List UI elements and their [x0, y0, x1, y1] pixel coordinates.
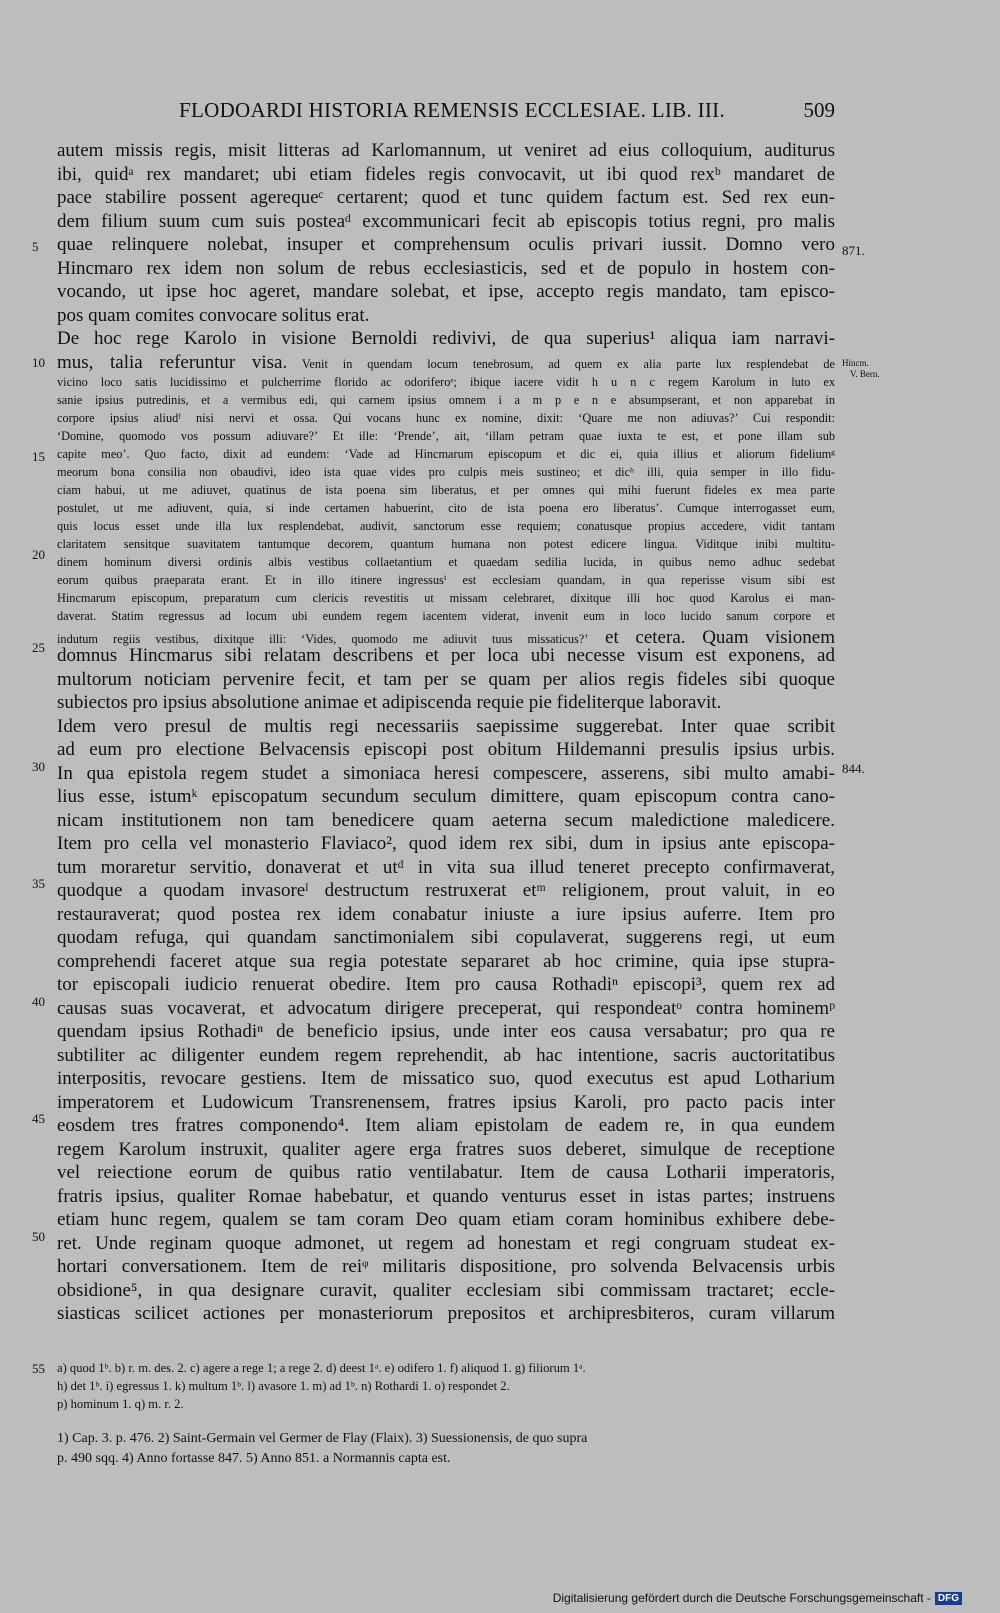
line-number: 30 — [32, 759, 45, 774]
text-line — [57, 716, 835, 740]
line-number: 25 — [32, 640, 45, 655]
line-number: 35 — [32, 876, 45, 891]
line-number: 45 — [32, 1111, 45, 1126]
text-line-content: daverat. Statim regressus ad locum ubi eundem regem iacentem viderat, invenit eum in loco lucido sanum corpore et — [57, 609, 835, 623]
text-line — [57, 328, 835, 352]
text-line-content: tum moraretur servitio, donaverat et utᵈ in vita sua illud teneret precepto confirmaverat, — [57, 856, 835, 878]
text-line — [57, 857, 835, 881]
text-line-content: vel reiectione eorum de quibus ratio ventilabatur. Item de causa Lotharii imperatoris, — [57, 1162, 835, 1183]
text-line — [57, 591, 835, 608]
text-line-content: indutum regiis vestibus, dixitque illi: ‘Vides, quomodo me adiuvit tuus missaticus?’ — [57, 632, 589, 646]
text-line — [57, 1115, 835, 1139]
text-line — [57, 1233, 835, 1257]
text-line — [57, 1256, 835, 1280]
text-line-content: postulet, ut me adiuvent, quia, si inde certamen habuerint, cito de ista poena ero liberatus’. Cumque interrogasset eum, — [57, 501, 835, 515]
text-line-content: subtiliter ac diligenter eundem regem reprehendit, ab hac intentione, sacris auctoritatibus — [57, 1044, 835, 1066]
text-line-content: vicino loco satis lucidissimo et pulcherrime florido ac odoriferoᵉ; ibique iacere vidit h u n c regem Karolum in luto ex — [57, 375, 835, 389]
text-line — [57, 234, 835, 258]
text-line-content: autem missis regis, misit litteras ad Karlomannum, ut veniret ad eius colloquium, auditurus — [57, 140, 835, 161]
text-line — [57, 305, 835, 329]
text-line-content: eorum quibus praeparata erant. Et in illo itinere ingressusⁱ est ecclesiam quandam, in qua reperisse visum sibi est — [57, 573, 835, 587]
margin-source: Hincm. — [842, 358, 869, 368]
line-number: 50 — [32, 1229, 45, 1244]
text-line-content: ibi, quidᵃ rex mandaret; ubi etiam fideles regis convocavit, ut ibi quod rexᵇ mandaret de — [57, 163, 835, 185]
text-line — [57, 537, 835, 554]
text-line-content: quodque a quodam invasoreˡ destructum restruxerat etᵐ religionem, prout valuit, in eo — [57, 880, 835, 901]
text-line-content: dem filium suum cum suis posteaᵈ excommunicari fecit ab episcopis totius regni, pro malis — [57, 210, 835, 232]
page-number: 509 — [803, 98, 835, 122]
text-line-content: nicam institutionem non tam benedicere quam aeterna secum maledictione maledicere. — [57, 809, 835, 831]
text-line-content: ad eum pro electione Belvacensis episcopi post obitum Hildemanni presulis ipsius urbis. — [57, 739, 835, 760]
text-line — [57, 974, 835, 998]
running-title: FLODOARDI HISTORIA REMENSIS ECCLESIAE. LIB. III. — [179, 98, 726, 122]
text-line-content: hortari conversationem. Item de reiᵠ militaris dispositione, pro solvenda Belvacensis urbis — [57, 1256, 835, 1277]
text-line — [57, 1280, 835, 1304]
line-number: 40 — [32, 994, 45, 1009]
text-line-content: Hincmarum episcopum, preparatum cum clericis revestitis ut missam celebraret, dixitque illi hoc quod Karolus ei man- — [57, 591, 835, 605]
text-line — [57, 998, 835, 1022]
text-line-content: siasticas scilicet actiones per monasteriorum prepositos et archipresbiteros, curam villarum — [57, 1303, 835, 1324]
text-line-content: pace stabilire possent agerequeᶜ certarent; quod et tunc quidem factum est. Sed rex eun- — [57, 187, 835, 208]
variant-note-line: a) quod 1ᵇ. b) r. m. des. 2. c) agere a rege 1; a rege 2. d) deest 1ᵃ. e) odifero 1. f) aliquod 1. g) filiorum 1ᵃ. — [57, 1361, 586, 1375]
text-line — [57, 739, 835, 763]
text-line-content: ciam habui, ut me adiuvet, quatinus de ista poena sim liberatus, et per omnes qui mihi fuerunt fideles ex mea parte — [57, 483, 835, 497]
margin-year: 844. — [842, 761, 865, 776]
text-line-content: causas suas vocaverat, et advocatum dirigere preceperat, qui respondeatᵒ contra hominemᵖ — [57, 997, 835, 1019]
text-line — [57, 645, 835, 669]
text-line — [57, 519, 835, 536]
text-line-content: dinem hominum diversi ordinis albis vestibus collaetantium et quaedam sedilia lucida, in quibus nemo adhuc sedebat — [57, 555, 835, 569]
text-line — [57, 555, 835, 572]
margin-source: V. Bern. — [850, 369, 880, 379]
text-line-content: eosdem tres fratres componendo⁴. Item aliam epistolam de eadem re, in qua eundem — [57, 1115, 835, 1136]
text-line — [57, 393, 835, 410]
text-line-content: Idem vero presul de multis regi necessariis saepissime suggerebat. Inter quae scribit — [57, 715, 835, 737]
text-line-content: regem Karolum instruxit, qualiter agere erga fratres suos deberet, simulque de receptione — [57, 1138, 835, 1160]
variant-note-line: p) hominum 1. q) m. r. 2. — [57, 1397, 184, 1411]
text-line-content: meorum bona consilia non obaudivi, ideo ista quae vides pro culpis meis sustineo; et dicʰ illi, quia semper in illo fidu- — [57, 465, 835, 479]
text-line — [57, 465, 835, 482]
text-line — [57, 429, 835, 446]
text-line — [57, 187, 835, 211]
text-line-content: Hincmaro rex idem non solum de rebus ecclesiasticis, sed et de populo in hostem con- — [57, 257, 835, 279]
text-line-content: pos quam comites convocare solitus erat. — [57, 304, 370, 326]
text-line — [57, 211, 835, 235]
variant-note-line: h) det 1ᵇ. i) egressus 1. k) multum 1ᵇ. l) avasore 1. m) ad 1ᵇ. n) Rothardi 1. o) respondet 2. — [57, 1379, 510, 1393]
line-number: 55 — [32, 1361, 45, 1376]
footer-text: Digitalisierung gefördert durch die Deutsche Forschungsgemeinschaft - — [552, 1591, 931, 1605]
text-line-content: capite meo’. Quo facto, dixit ad eundem: ‘Vade ad Hincmarum episcopum et dic ei, quia illius et aliorum fideliumᵍ — [57, 447, 835, 461]
funding-footer — [553, 1591, 962, 1605]
text-line-content: lius esse, istumᵏ episcopatum secundum seculum dimittere, quam episcopum contra cano- — [57, 786, 835, 807]
text-line — [57, 927, 835, 951]
line-number: 5 — [32, 239, 39, 254]
text-line — [57, 411, 835, 428]
text-line — [57, 810, 835, 834]
text-line-content: comprehendi faceret atque sua regia potestate separaret ab hoc crimine, quia ipse stupra- — [57, 950, 835, 972]
line-number: 20 — [32, 547, 45, 562]
text-line-content: Item pro cella vel monasterio Flaviaco², quod idem rex sibi, dum in ipsius ante episcopa- — [57, 833, 835, 854]
text-line — [57, 281, 835, 305]
text-line-large: et cetera. Quam visionem — [588, 627, 835, 648]
text-line — [57, 880, 835, 904]
footnote-line: p. 490 sqq. 4) Anno fortasse 847. 5) Anno 851. a Normannis capta est. — [57, 1451, 451, 1466]
text-line-content: fratris ipsius, qualiter Romae habebatur, et quando venturus esset in istas partes; instruens — [57, 1185, 835, 1207]
text-line — [57, 501, 835, 518]
text-line — [57, 140, 835, 164]
text-line-content: quis locus esset unde illa lux resplendebat, audivit, sanctorum esse requiem; conatusque propius accedere, vidit tantam — [57, 519, 835, 533]
line-number: 10 — [32, 355, 45, 370]
running-header — [57, 98, 835, 124]
text-line-content: restauraverat; quod postea rex idem conabatur iniuste a iure ipsius auferre. Item pro — [57, 903, 835, 925]
text-line — [57, 447, 835, 464]
text-line-content: etiam hunc regem, qualem se tam coram Deo quam etiam coram hominibus exhibere debe- — [57, 1209, 835, 1230]
text-line — [57, 573, 835, 590]
text-line — [57, 669, 835, 693]
text-line — [57, 258, 835, 282]
text-line — [57, 1209, 835, 1233]
text-line — [57, 763, 835, 787]
text-line-content: obsidione⁵, in qua designare curavit, qualiter ecclesiam sibi commissam tractaret; eccle- — [57, 1279, 835, 1301]
text-line — [57, 1068, 835, 1092]
text-line-content: tor episcopali iudicio renuerat obedire. Item pro causa Rothadiⁿ episcopi³, quem rex ad — [57, 974, 835, 995]
text-line-content: claritatem sensitque suavitatem tantumque decorem, quantum humana non potest edicere lingua. Viditque inibi multitu- — [57, 537, 835, 551]
text-line — [57, 833, 835, 857]
text-line — [57, 1303, 835, 1327]
footnote-line: 1) Cap. 3. p. 476. 2) Saint-Germain vel Germer de Flay (Flaix). 3) Suessionensis, de quo supra — [57, 1431, 588, 1446]
dfg-logo: DFG — [935, 1592, 962, 1605]
text-line — [57, 951, 835, 975]
text-line-content: In qua epistola regem studet a simoniaca heresi compescere, asserens, sibi multo amabi- — [57, 762, 835, 784]
text-line — [57, 627, 835, 648]
text-line — [57, 1139, 835, 1163]
text-line — [57, 375, 835, 392]
text-line-content: ret. Unde reginam quoque admonet, ut regem ad honestam et regi congruam studeat ex- — [57, 1232, 835, 1254]
text-line-content: sanie ipsius putredinis, et a vermibus edi, qui carnem ipsius omnem i a m p e n e absumpserant, et non apparebat in — [57, 393, 835, 407]
text-line-small: Venit in quendam locum tenebrosum, ad quem ex alia parte lux resplendebat de — [287, 356, 835, 371]
line-number: 15 — [32, 449, 45, 464]
text-line — [57, 483, 835, 500]
margin-year: 871. — [842, 243, 865, 258]
text-line — [57, 352, 835, 376]
text-line-content: quodam refuga, qui quandam sanctimonialem sibi copulaverat, suggerens regi, ut eum — [57, 927, 835, 948]
text-line-content: vocando, ut ipse hoc ageret, mandare solebat, et ipse, accepto regis mandato, tam episco- — [57, 281, 835, 302]
text-line — [57, 904, 835, 928]
text-line — [57, 1021, 835, 1045]
text-line-content: subiectos pro ipsius absolutione animae et adipiscenda requie pie fideliterque laboravit. — [57, 692, 722, 713]
text-line-content: mus, talia referuntur visa. — [57, 351, 288, 373]
text-line — [57, 692, 835, 716]
text-line-content: De hoc rege Karolo in visione Bernoldi redivivi, de qua superius¹ aliqua iam narravi- — [57, 328, 835, 349]
text-line-content: quae relinquere nolebat, insuper et comprehensum oculis privari iussit. Domno vero — [57, 234, 835, 255]
text-line-content: interpositis, revocare gestiens. Item de missatico suo, quod executus est apud Lotharium — [57, 1068, 835, 1089]
text-line-content: ‘Domine, quomodo vos possum adiuvare?’ Et ille: ‘Prende’, ait, ‘illam petram quae iuxta te est, et pone illam sub — [57, 429, 835, 443]
text-line-content: quendam ipsius Rothadiⁿ de beneficio ipsius, unde inter eos causa versabatur; pro qua re — [57, 1021, 835, 1042]
text-line — [57, 1162, 835, 1186]
text-line — [57, 609, 835, 626]
text-line-content: corpore ipsius aliudᶠ nisi nervi et ossa. Qui vocans hunc ex nomine, dixit: ‘Quare me non adiuvas?’ Cui respondit: — [57, 411, 835, 425]
text-line-content: multorum noticiam pervenire fecit, et tam per se quam per alios regis fideles sibi quoque — [57, 668, 835, 690]
text-line — [57, 1186, 835, 1210]
text-line — [57, 164, 835, 188]
text-line — [57, 1045, 835, 1069]
text-line-content: imperatorem et Ludowicum Transrenensem, fratres ipsius Karoli, pro pacto pacis inter — [57, 1091, 835, 1113]
text-line-content: domnus Hincmarus sibi relatam describens et per loca ubi necesse visum est exponens, ad — [57, 645, 835, 666]
text-line — [57, 786, 835, 810]
text-line — [57, 1092, 835, 1116]
